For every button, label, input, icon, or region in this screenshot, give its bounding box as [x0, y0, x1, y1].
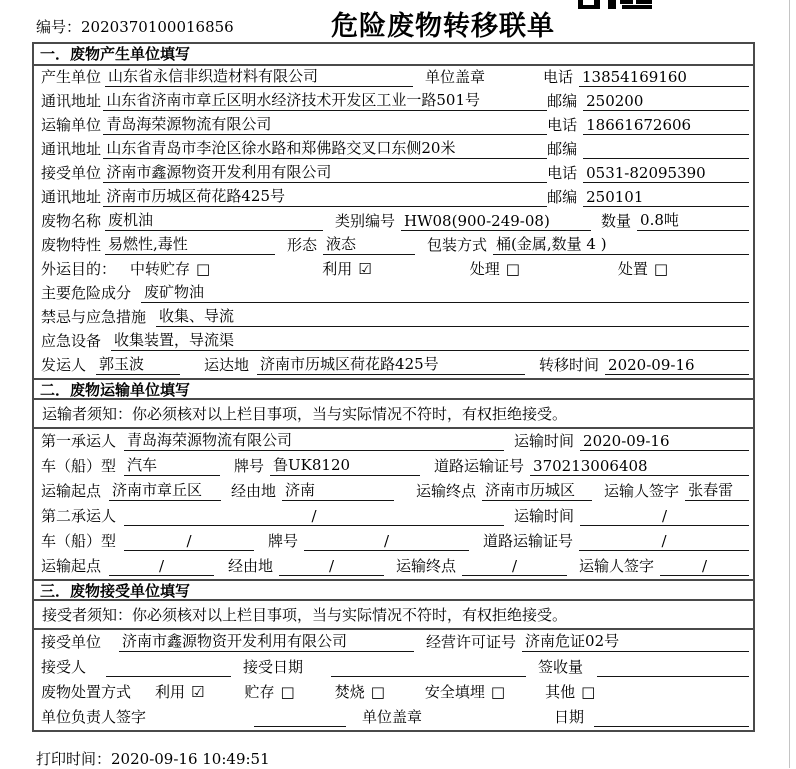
carrier1-time-label: 运输时间 — [514, 432, 575, 450]
carrier1-vehicle-label: 车（船）型 — [41, 457, 117, 475]
category-code-value: HW08(900-249-08) — [401, 212, 591, 231]
carrier2-via-value: / — [279, 557, 384, 576]
waste-name-value: 废机油 — [105, 209, 323, 231]
waste-character-label: 废物特性 — [41, 236, 102, 254]
destination-label: 运达地 — [204, 356, 250, 374]
transporter-unit-value: 青岛海荣源物流有限公司 — [103, 113, 547, 135]
disposal-use-checkbox-icon: ☑ — [191, 683, 205, 701]
carrier2-value: / — [124, 507, 504, 526]
receiver-zip-label: 邮编 — [547, 188, 578, 206]
print-time-value: 2020-09-16 10:49:51 — [111, 750, 270, 768]
carrier2-vehicle-value: / — [124, 532, 254, 551]
receiver-zip-value: 250101 — [583, 188, 749, 207]
transporter-zip-value — [583, 142, 749, 159]
carrier1-sign-value: 张春雷 — [685, 479, 749, 501]
producer-phone-label: 电话 — [542, 68, 573, 86]
carrier1-label: 第一承运人 — [41, 432, 117, 450]
quantity-value: 0.8吨 — [637, 209, 749, 231]
disposal-landfill-label: 安全填埋 — [424, 683, 485, 701]
receiver-phone-value: 0531-82095390 — [583, 164, 749, 183]
license-number-value: 济南危证02号 — [522, 630, 749, 652]
package-value: 桶(金属,数量 4 ) — [493, 233, 749, 255]
carrier2-time-label: 运输时间 — [514, 507, 575, 525]
carrier1-road-permit-value: 370213006408 — [530, 457, 749, 476]
transporter-address-label: 通讯地址 — [41, 140, 102, 158]
seal-date-value — [594, 710, 749, 727]
carrier2-road-permit-value: / — [579, 532, 749, 551]
purpose-treat-checkbox-icon: □ — [505, 260, 520, 278]
carrier2-vehicle-label: 车（船）型 — [41, 532, 117, 550]
form-number-label: 编号： — [36, 18, 82, 36]
disposal-store — [244, 681, 294, 702]
waste-name-label: 废物名称 — [41, 212, 102, 230]
unit-seal-label-2: 单位盖章 — [362, 708, 423, 726]
sender-label: 发运人 — [41, 356, 87, 374]
destination-value: 济南市历城区荷花路425号 — [257, 353, 525, 375]
page-title: 危险废物转移联单 — [331, 11, 555, 42]
carrier1-plate-label: 牌号 — [234, 457, 265, 475]
row-taboo-measures — [34, 306, 753, 330]
producer-unit-label: 产生单位 — [41, 68, 102, 86]
receiver-address-label: 通讯地址 — [41, 188, 102, 206]
carrier2-end-value: / — [462, 557, 567, 576]
row-receiver-unit — [34, 162, 753, 186]
transporter-zip-label: 邮编 — [547, 140, 578, 158]
quantity-label: 数量 — [601, 212, 632, 230]
form-state-value: 液态 — [323, 233, 415, 255]
carrier1-sign-label: 运输人签字 — [604, 482, 680, 500]
hazard-component-label: 主要危险成分 — [41, 284, 132, 302]
waste-character-value: 易燃性,毒性 — [105, 233, 275, 255]
carrier2-end-label: 运输终点 — [396, 557, 457, 575]
accept-date-value — [331, 660, 526, 677]
carrier1-value: 青岛海荣源物流有限公司 — [124, 429, 504, 451]
seal-date-label: 日期 — [554, 708, 585, 726]
row-transporter-address — [34, 138, 753, 162]
carrier2-plate-label: 牌号 — [268, 532, 299, 550]
carrier1-vehicle-value: 汽车 — [124, 454, 220, 476]
disposal-use-label: 利用 — [155, 683, 186, 701]
disposal-method-label: 废物处置方式 — [41, 683, 132, 701]
row-receiver-address — [34, 186, 753, 210]
producer-zip-value: 250200 — [583, 92, 749, 111]
row-transfer-purpose — [34, 258, 753, 282]
unit-seal-label: 单位盖章 — [425, 68, 486, 86]
emergency-equipment-label: 应急设备 — [41, 332, 102, 350]
category-code-label: 类别编号 — [335, 212, 396, 230]
row-producer-address — [34, 90, 753, 114]
row-carrier2-route — [34, 554, 753, 579]
qr-code-fragment — [578, 0, 654, 10]
transporter-phone-label: 电话 — [547, 116, 578, 134]
row-hazard-component — [34, 282, 753, 306]
row-producer-unit — [34, 66, 753, 90]
print-time — [36, 748, 270, 769]
receiver-unit-label: 接受单位 — [41, 164, 102, 182]
carrier1-time-value: 2020-09-16 — [580, 432, 749, 451]
producer-zip-label: 邮编 — [547, 92, 578, 110]
row-sender — [34, 354, 753, 378]
row-carrier1-route — [34, 479, 753, 504]
carrier1-end-value: 济南市历城区 — [482, 479, 592, 501]
receiver-notice: 接受者须知：你必须核对以上栏目事项，当与实际情况不符时，有权拒绝接受。 — [34, 601, 753, 630]
page-edge-line — [789, 0, 790, 768]
row-carrier1 — [34, 429, 753, 454]
row-transporter-unit — [34, 114, 753, 138]
carrier2-time-value: / — [580, 507, 749, 526]
disposal-landfill — [425, 681, 505, 702]
disposal-incinerate-checkbox-icon: □ — [370, 683, 385, 701]
row-accept-unit — [34, 630, 753, 655]
producer-phone-value: 13854169160 — [579, 68, 749, 87]
purpose-dispose-label: 处置 — [617, 260, 648, 278]
carrier2-sign-label: 运输人签字 — [579, 557, 655, 575]
hazard-component-value: 废矿物油 — [141, 281, 749, 303]
carrier1-via-value: 济南 — [282, 479, 394, 501]
purpose-treat-label: 处理 — [469, 260, 500, 278]
sender-value: 郭玉波 — [96, 353, 180, 375]
emergency-equipment-value: 收集装置，导流渠 — [111, 329, 749, 351]
accept-unit-label: 接受单位 — [41, 633, 102, 651]
transfer-time-label: 转移时间 — [539, 356, 600, 374]
section1-header: 一．废物产生单位填写 — [34, 44, 753, 66]
producer-unit-value: 山东省永信非织造材料有限公司 — [105, 65, 413, 87]
transfer-purpose-label: 外运目的： — [41, 260, 117, 278]
carrier2-via-label: 经由地 — [228, 557, 274, 575]
transporter-unit-label: 运输单位 — [41, 116, 102, 134]
purpose-use — [322, 258, 371, 279]
accept-person-label: 接受人 — [41, 658, 87, 676]
carrier1-start-value: 济南市章丘区 — [109, 479, 221, 501]
row-waste-character — [34, 234, 753, 258]
disposal-incinerate — [335, 681, 385, 702]
package-label: 包装方式 — [427, 236, 488, 254]
row-chief-signature — [34, 705, 753, 730]
receiver-phone-label: 电话 — [547, 164, 578, 182]
row-waste-name — [34, 210, 753, 234]
disposal-other — [545, 681, 595, 702]
signed-amount-value — [597, 660, 749, 677]
carrier1-start-label: 运输起点 — [41, 482, 102, 500]
disposal-other-label: 其他 — [545, 683, 576, 701]
purpose-dispose — [618, 258, 668, 279]
row-disposal-method — [34, 680, 753, 705]
purpose-use-checkbox-icon: ☑ — [358, 260, 372, 278]
carrier2-plate-value: / — [304, 532, 469, 551]
accept-unit-value: 济南市鑫源物资开发利用有限公司 — [119, 630, 414, 652]
section2-header: 二．废物运输单位填写 — [34, 378, 753, 400]
carrier1-end-label: 运输终点 — [416, 482, 477, 500]
signed-amount-label: 签收量 — [538, 658, 584, 676]
purpose-transfer-storage-label: 中转贮存 — [130, 260, 191, 278]
carrier1-plate-value: 鲁UK8120 — [270, 454, 420, 476]
disposal-other-checkbox-icon: □ — [581, 683, 596, 701]
carrier1-via-label: 经由地 — [231, 482, 277, 500]
producer-address-label: 通讯地址 — [41, 92, 102, 110]
producer-address-value: 山东省济南市章丘区明水经济技术开发区工业一路501号 — [103, 89, 547, 111]
disposal-store-checkbox-icon: □ — [280, 683, 295, 701]
purpose-transfer-storage — [130, 258, 210, 279]
row-carrier2 — [34, 504, 753, 529]
transporter-notice: 运输者须知：你必须核对以上栏目事项，当与实际情况不符时，有权拒绝接受。 — [34, 400, 753, 429]
disposal-landfill-checkbox-icon: □ — [490, 683, 506, 701]
purpose-use-label: 利用 — [322, 260, 353, 278]
carrier2-sign-value: / — [660, 557, 749, 576]
taboo-measures-value: 收集、导流 — [156, 305, 749, 327]
disposal-store-label: 贮存 — [244, 683, 275, 701]
form-number-value: 2020370100016856 — [81, 18, 234, 36]
carrier2-start-label: 运输起点 — [41, 557, 102, 575]
carrier1-road-permit-label: 道路运输证号 — [434, 457, 525, 475]
license-number-label: 经营许可证号 — [426, 633, 517, 651]
row-emergency-equipment — [34, 330, 753, 354]
section3-header: 三．废物接受单位填写 — [34, 579, 753, 601]
form-state-label: 形态 — [287, 236, 318, 254]
row-accept-person — [34, 655, 753, 680]
purpose-dispose-checkbox-icon: □ — [653, 260, 669, 278]
receiver-unit-value: 济南市鑫源物资开发利用有限公司 — [103, 161, 547, 183]
carrier2-road-permit-label: 道路运输证号 — [483, 532, 574, 550]
manifest-form — [32, 42, 755, 732]
carrier2-start-value: / — [109, 557, 214, 576]
row-carrier2-vehicle — [34, 529, 753, 554]
disposal-use — [155, 681, 204, 702]
chief-signature-label: 单位负责人签字 — [41, 708, 147, 726]
chief-signature-value — [254, 710, 346, 727]
receiver-address-value: 济南市历城区荷花路425号 — [103, 185, 547, 207]
row-carrier1-vehicle — [34, 454, 753, 479]
print-time-label: 打印时间： — [36, 750, 112, 768]
purpose-treat — [470, 258, 520, 279]
purpose-transfer-storage-checkbox-icon: □ — [196, 260, 211, 278]
transporter-phone-value: 18661672606 — [583, 116, 749, 135]
transporter-address-value: 山东省青岛市李沧区徐水路和郑佛路交叉口东侧20米 — [103, 137, 547, 159]
taboo-measures-label: 禁忌与应急措施 — [41, 308, 147, 326]
accept-date-label: 接受日期 — [243, 658, 304, 676]
accept-person-value — [106, 660, 231, 677]
transfer-time-value: 2020-09-16 — [605, 356, 749, 375]
carrier2-label: 第二承运人 — [41, 507, 117, 525]
disposal-incinerate-label: 焚烧 — [334, 683, 365, 701]
